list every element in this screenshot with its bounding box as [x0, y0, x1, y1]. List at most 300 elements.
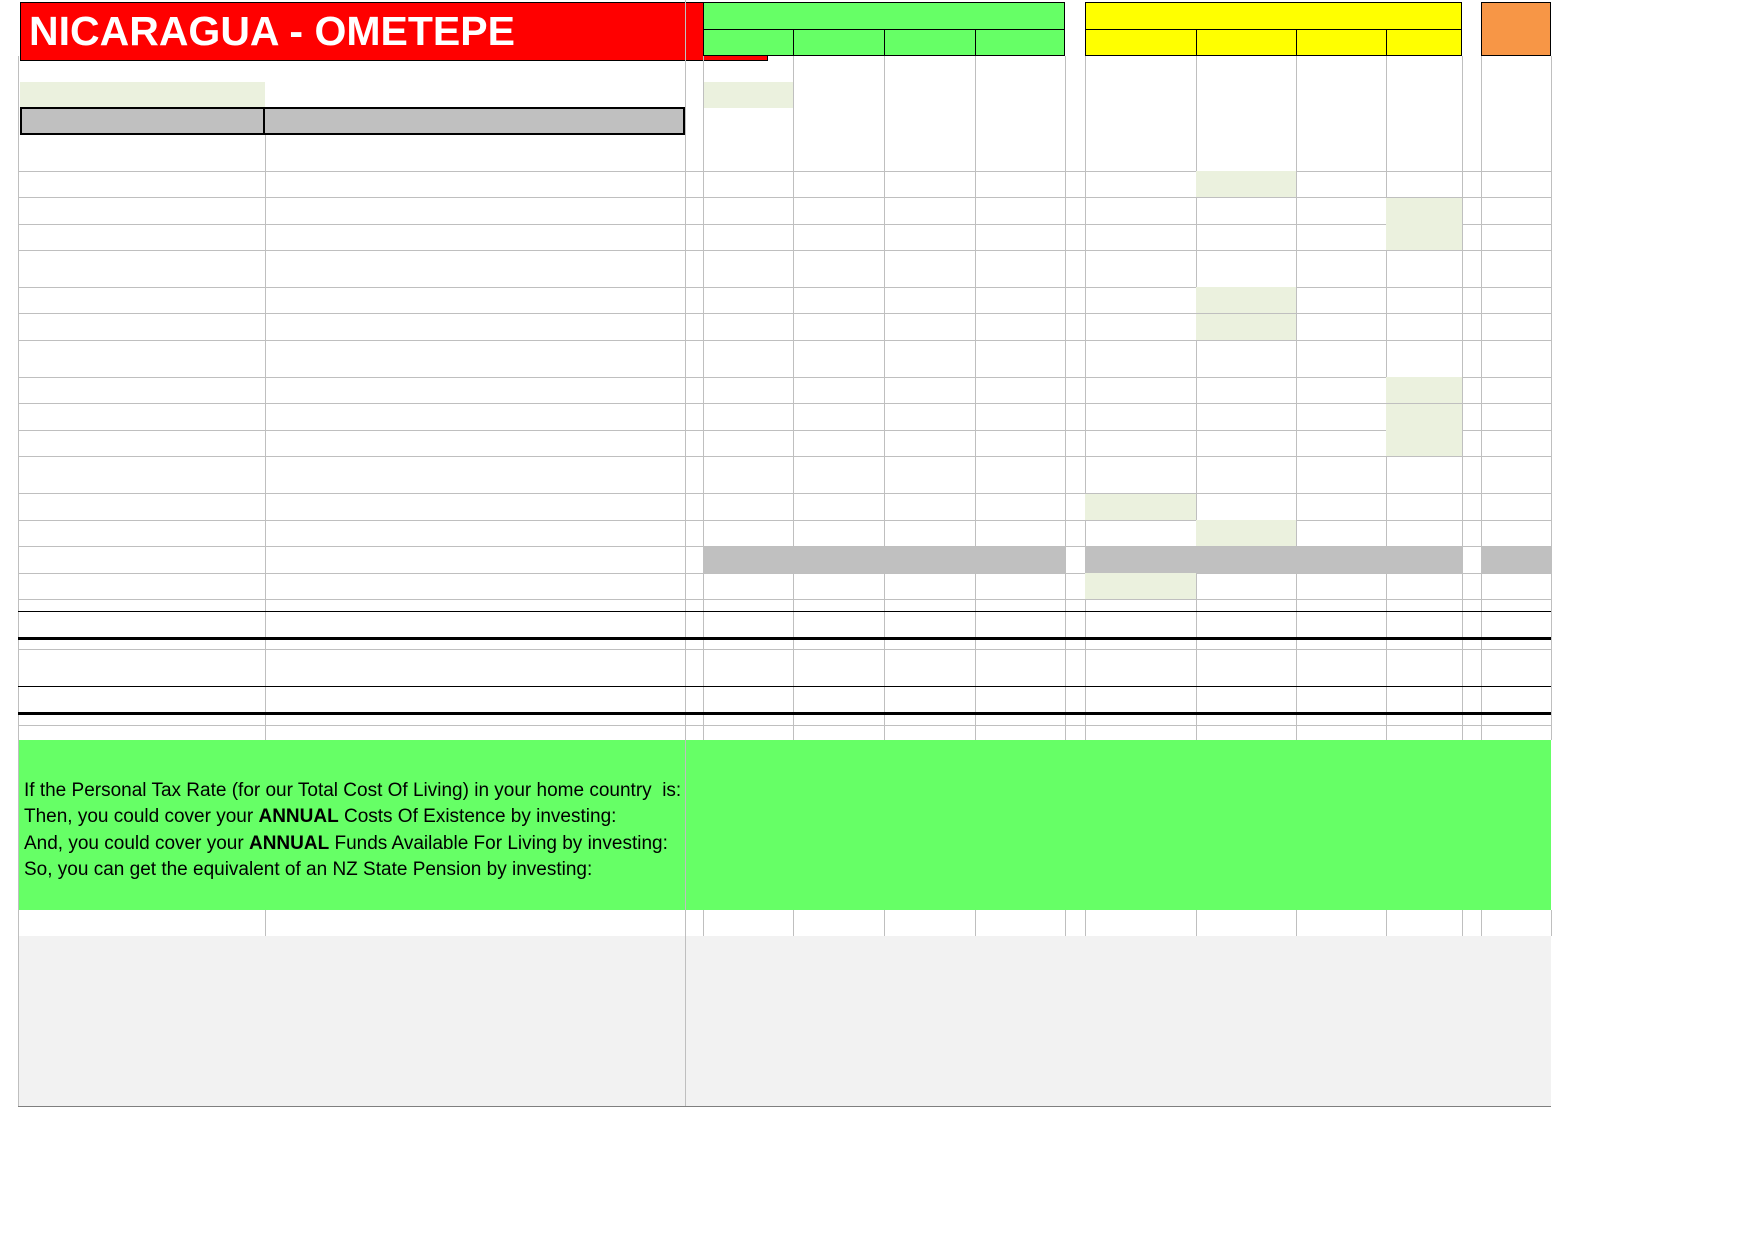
- value-cell: [1386, 520, 1462, 546]
- value-cell: [1296, 287, 1386, 313]
- value-cell: [1296, 404, 1386, 430]
- value-cell: [1386, 494, 1462, 520]
- total-living-value: [1481, 685, 1551, 711]
- currency-header-2: [884, 30, 975, 54]
- value-cell: [884, 314, 975, 340]
- value-cell: [975, 224, 1065, 250]
- column-divider: [1196, 29, 1197, 56]
- value-cell: [1196, 145, 1296, 171]
- exchange-value-0: [703, 83, 793, 107]
- savings-value: [975, 830, 1065, 856]
- total-existing-value: [793, 610, 884, 636]
- column-divider: [265, 910, 266, 936]
- savings-line-text: [20, 830, 700, 856]
- description-note: [265, 314, 685, 340]
- description-note: [265, 430, 685, 456]
- savings-value: [975, 777, 1065, 803]
- value-cell: [884, 261, 975, 287]
- value-cell: [1196, 547, 1296, 573]
- savings-line-text: [20, 856, 700, 882]
- value-cell: [975, 430, 1065, 456]
- savings-value: [703, 777, 793, 803]
- row-divider: [18, 1106, 1551, 1107]
- funds-available-value: [1296, 649, 1386, 675]
- savings-value: [884, 803, 975, 829]
- budget-value-2: [884, 56, 975, 80]
- cordoba-header: [1085, 3, 1462, 27]
- column-divider: [1296, 29, 1297, 56]
- category-item: [20, 430, 265, 456]
- value-cell: [975, 314, 1065, 340]
- value-cell: [1196, 198, 1296, 224]
- row-divider: [18, 456, 1551, 457]
- funds-available-value: [975, 649, 1065, 675]
- budget-value-4: [1085, 56, 1196, 80]
- savings-value: [703, 856, 793, 882]
- budget-value-8: [1481, 56, 1551, 80]
- column-divider: [703, 910, 704, 936]
- value-cell: [1386, 224, 1462, 250]
- value-cell: [1296, 198, 1386, 224]
- value-cell: [1296, 261, 1386, 287]
- description-note: [265, 351, 685, 377]
- savings-value: [975, 803, 1065, 829]
- funds-available-value: [1085, 649, 1196, 675]
- row-divider: [18, 250, 1551, 251]
- value-cell: [975, 198, 1065, 224]
- total-existing-value: [703, 610, 793, 636]
- savings-text: And, you could cover your: [24, 832, 249, 854]
- value-cell: [793, 198, 884, 224]
- category-heading: [20, 261, 265, 287]
- value-cell: [1481, 171, 1551, 197]
- value-cell: [793, 494, 884, 520]
- value-cell: [703, 573, 793, 599]
- value-cell: [703, 261, 793, 287]
- value-cell: [1386, 314, 1462, 340]
- savings-text: So, you can get the equivalent of an NZ State Pension by investing:: [24, 858, 593, 880]
- description-note: [265, 198, 685, 224]
- value-cell: [793, 351, 884, 377]
- value-cell: [1085, 351, 1196, 377]
- value-cell: [1386, 430, 1462, 456]
- value-cell: [1296, 224, 1386, 250]
- column-divider: [1551, 910, 1552, 936]
- currency-header-0: [703, 30, 793, 54]
- category-item: [20, 198, 265, 224]
- value-cell: [1196, 351, 1296, 377]
- funds-available-value: [703, 649, 793, 675]
- category-heading: [20, 145, 265, 171]
- value-cell: [1296, 573, 1386, 599]
- currency-header-1: [793, 30, 884, 54]
- savings-note: [1085, 803, 1551, 829]
- description-note: [265, 377, 685, 403]
- column-divider: [1296, 910, 1297, 936]
- row-divider: [18, 599, 1551, 600]
- exchange-note: [1085, 83, 1551, 107]
- value-cell: [1196, 224, 1296, 250]
- value-cell: [975, 404, 1065, 430]
- value-cell: [793, 287, 884, 313]
- cost-category-header: [20, 109, 265, 133]
- value-cell: [793, 145, 884, 171]
- value-cell: [1481, 145, 1551, 171]
- value-cell: [975, 377, 1065, 403]
- value-cell: [1296, 314, 1386, 340]
- total-living-value: [884, 685, 975, 711]
- value-cell: [793, 224, 884, 250]
- exchange-label: [265, 83, 685, 107]
- savings-emphasis: ANNUAL: [258, 805, 339, 827]
- total-living-value: [975, 685, 1065, 711]
- value-cell: [1196, 467, 1296, 493]
- value-cell: [975, 171, 1065, 197]
- savings-value: [793, 777, 884, 803]
- budget-value-1: [793, 56, 884, 80]
- value-cell: [1085, 171, 1196, 197]
- value-cell: [1085, 314, 1196, 340]
- column-divider: [1481, 910, 1482, 936]
- description-header: [265, 109, 685, 133]
- total-existing-value: [1386, 610, 1462, 636]
- value-cell: [1085, 573, 1196, 599]
- total-living-value: [1296, 685, 1386, 711]
- value-cell: [1296, 494, 1386, 520]
- description-note: [265, 261, 685, 287]
- value-cell: [793, 467, 884, 493]
- value-cell: [703, 224, 793, 250]
- budget-value-5: [1196, 56, 1296, 80]
- total-living-value: [703, 685, 793, 711]
- savings-value: [884, 856, 975, 882]
- row-divider: [18, 340, 1551, 341]
- column-divider: [1551, 56, 1552, 740]
- savings-heading: [20, 740, 1000, 766]
- savings-value: [703, 803, 793, 829]
- value-cell: [884, 377, 975, 403]
- value-cell: [1196, 314, 1296, 340]
- value-cell: [793, 171, 884, 197]
- column-divider: [1065, 910, 1066, 936]
- column-divider: [1386, 29, 1387, 56]
- value-cell: [1085, 404, 1196, 430]
- category-item: [20, 224, 265, 250]
- column-divider: [1196, 910, 1197, 936]
- value-cell: [975, 287, 1065, 313]
- value-cell: [1296, 520, 1386, 546]
- savings-text: Costs Of Existence by investing:: [338, 805, 617, 827]
- value-cell: [1386, 351, 1462, 377]
- exchange-amount: [20, 83, 265, 107]
- value-cell: [703, 520, 793, 546]
- value-cell: [1481, 494, 1551, 520]
- value-cell: [793, 377, 884, 403]
- value-cell: [703, 171, 793, 197]
- page-title: NICARAGUA - OMETEPE: [20, 2, 768, 61]
- value-cell: [1481, 224, 1551, 250]
- monthly-costs-header: [703, 3, 1065, 27]
- savings-text: Then, you could cover your: [24, 805, 259, 827]
- value-cell: [1296, 467, 1386, 493]
- description-note: [265, 520, 685, 546]
- column-divider: [263, 107, 265, 135]
- value-cell: [1386, 377, 1462, 403]
- value-cell: [884, 351, 975, 377]
- value-cell: [1085, 467, 1196, 493]
- value-cell: [975, 520, 1065, 546]
- value-cell: [1481, 351, 1551, 377]
- value-cell: [1386, 261, 1462, 287]
- value-cell: [1481, 547, 1551, 573]
- value-cell: [1196, 430, 1296, 456]
- savings-value: [793, 830, 884, 856]
- value-cell: [1085, 377, 1196, 403]
- total-existing-value: [975, 610, 1065, 636]
- total-existing-value: [1481, 610, 1551, 636]
- value-cell: [703, 314, 793, 340]
- value-cell: [884, 494, 975, 520]
- category-heading: [20, 351, 265, 377]
- notes-line: [20, 1051, 1462, 1077]
- savings-value: [793, 856, 884, 882]
- value-cell: [1386, 573, 1462, 599]
- funds-available-value: [1386, 649, 1462, 675]
- total-living-value: [793, 685, 884, 711]
- value-cell: [1296, 145, 1386, 171]
- column-divider: [1462, 910, 1463, 936]
- value-cell: [1386, 287, 1462, 313]
- period-header-2: [1296, 30, 1386, 54]
- value-cell: [793, 430, 884, 456]
- total-existing-value: [884, 610, 975, 636]
- funds-available-value: [1196, 649, 1296, 675]
- value-cell: [1386, 171, 1462, 197]
- value-cell: [1196, 404, 1296, 430]
- value-cell: [1085, 224, 1196, 250]
- savings-value: [703, 830, 793, 856]
- description-note: [265, 287, 685, 313]
- column-divider: [18, 56, 19, 1106]
- category-item: [20, 520, 265, 546]
- value-cell: [703, 351, 793, 377]
- value-cell: [1481, 430, 1551, 456]
- savings-line-text: [20, 777, 700, 803]
- value-cell: [703, 430, 793, 456]
- period-header-1: [1196, 30, 1296, 54]
- value-cell: [1481, 573, 1551, 599]
- funds-available-value: [884, 649, 975, 675]
- row-divider: [18, 725, 1551, 726]
- total-existing-label: [20, 610, 465, 636]
- total-living-value: [1196, 685, 1296, 711]
- value-cell: [975, 467, 1065, 493]
- category-item: [20, 573, 265, 599]
- value-cell: [793, 314, 884, 340]
- column-divider: [1085, 910, 1086, 936]
- value-cell: [1386, 198, 1462, 224]
- value-cell: [703, 494, 793, 520]
- savings-value: [975, 856, 1065, 882]
- budget-label: [265, 56, 685, 80]
- row-divider: [18, 637, 1551, 640]
- value-cell: [884, 547, 975, 573]
- total-living-value: [1085, 685, 1196, 711]
- total-living-value: [1386, 685, 1462, 711]
- value-cell: [1296, 351, 1386, 377]
- category-item: [20, 377, 265, 403]
- exchange-value-1: [793, 83, 884, 107]
- value-cell: [703, 145, 793, 171]
- value-cell: [1085, 261, 1196, 287]
- value-cell: [1196, 261, 1296, 287]
- period-header-3: [1386, 30, 1462, 54]
- value-cell: [884, 520, 975, 546]
- category-item: [20, 547, 265, 573]
- value-cell: [1481, 404, 1551, 430]
- value-cell: [1386, 547, 1462, 573]
- description-note: [265, 404, 685, 430]
- budget-value-3: [975, 56, 1065, 80]
- value-cell: [1196, 171, 1296, 197]
- funds-available-value: [1481, 649, 1551, 675]
- column-divider: [1386, 910, 1387, 936]
- column-divider: [793, 910, 794, 936]
- value-cell: [793, 573, 884, 599]
- budget-value-6: [1296, 56, 1386, 80]
- column-divider: [685, 0, 686, 1106]
- savings-note: [1085, 777, 1551, 803]
- funds-available-label: [20, 649, 465, 675]
- column-divider: [884, 910, 885, 936]
- value-cell: [884, 467, 975, 493]
- budget-value-0: [703, 56, 793, 80]
- budget-value-7: [1386, 56, 1462, 80]
- column-divider: [884, 29, 885, 56]
- category-item: [20, 287, 265, 313]
- savings-value: [793, 803, 884, 829]
- value-cell: [1085, 287, 1196, 313]
- value-cell: [884, 198, 975, 224]
- savings-emphasis: ANNUAL: [248, 832, 330, 854]
- value-cell: [1085, 547, 1196, 573]
- value-cell: [975, 494, 1065, 520]
- total-existing-value: [1296, 610, 1386, 636]
- description-note: [265, 171, 685, 197]
- value-cell: [1296, 377, 1386, 403]
- value-cell: [1481, 198, 1551, 224]
- value-cell: [884, 224, 975, 250]
- value-cell: [975, 261, 1065, 287]
- value-cell: [975, 351, 1065, 377]
- value-cell: [1196, 377, 1296, 403]
- column-divider: [793, 29, 794, 56]
- description-note: [265, 224, 685, 250]
- value-cell: [975, 547, 1065, 573]
- value-cell: [1386, 404, 1462, 430]
- notes-line: [20, 972, 1462, 998]
- value-cell: [1296, 171, 1386, 197]
- value-cell: [1481, 467, 1551, 493]
- value-cell: [884, 171, 975, 197]
- value-cell: [703, 467, 793, 493]
- period-header-0: [1085, 30, 1196, 54]
- value-cell: [1481, 520, 1551, 546]
- value-cell: [1085, 494, 1196, 520]
- notes-heading: [20, 935, 600, 961]
- value-cell: [703, 287, 793, 313]
- value-cell: [703, 404, 793, 430]
- exchange-value-2: [884, 83, 975, 107]
- description-note: [265, 573, 685, 599]
- row-divider: [18, 712, 1551, 715]
- savings-text: Funds Available For Living by investing:: [329, 832, 668, 854]
- category-heading: [20, 467, 265, 493]
- value-cell: [884, 404, 975, 430]
- value-cell: [1386, 145, 1462, 171]
- description-note: [265, 547, 685, 573]
- value-cell: [1481, 377, 1551, 403]
- value-cell: [793, 520, 884, 546]
- value-cell: [703, 547, 793, 573]
- savings-note: [1085, 830, 1551, 856]
- value-cell: [793, 261, 884, 287]
- column-divider: [975, 910, 976, 936]
- value-cell: [884, 287, 975, 313]
- value-cell: [1196, 494, 1296, 520]
- category-item: [20, 171, 265, 197]
- value-cell: [884, 573, 975, 599]
- description-note: [265, 467, 685, 493]
- value-cell: [1196, 573, 1296, 599]
- value-cell: [975, 145, 1065, 171]
- notes-line: [20, 998, 1462, 1024]
- value-cell: [884, 430, 975, 456]
- value-cell: [793, 404, 884, 430]
- total-existing-value: [1085, 610, 1196, 636]
- savings-line-text: [20, 803, 700, 829]
- category-item: [20, 314, 265, 340]
- value-cell: [1386, 467, 1462, 493]
- value-cell: [703, 198, 793, 224]
- value-cell: [1196, 520, 1296, 546]
- currency-header-3: [975, 30, 1065, 54]
- value-cell: [1085, 520, 1196, 546]
- total-living-label: [20, 685, 465, 711]
- description-note: [265, 494, 685, 520]
- savings-value: [884, 777, 975, 803]
- value-cell: [1085, 198, 1196, 224]
- category-item: [20, 494, 265, 520]
- pct-header: [1481, 30, 1551, 54]
- savings-value: [884, 830, 975, 856]
- notes-line: [20, 1025, 1462, 1051]
- value-cell: [793, 547, 884, 573]
- value-cell: [1296, 547, 1386, 573]
- value-cell: [1085, 145, 1196, 171]
- column-divider: [975, 29, 976, 56]
- description-note: [265, 145, 685, 171]
- savings-text: If the Personal Tax Rate (for our Total Cost Of Living) in your home country is:: [24, 779, 682, 801]
- value-cell: [884, 145, 975, 171]
- category-item: [20, 404, 265, 430]
- value-cell: [1085, 430, 1196, 456]
- value-cell: [1481, 287, 1551, 313]
- value-cell: [1196, 287, 1296, 313]
- value-cell: [1481, 261, 1551, 287]
- funds-available-value: [793, 649, 884, 675]
- value-cell: [1481, 314, 1551, 340]
